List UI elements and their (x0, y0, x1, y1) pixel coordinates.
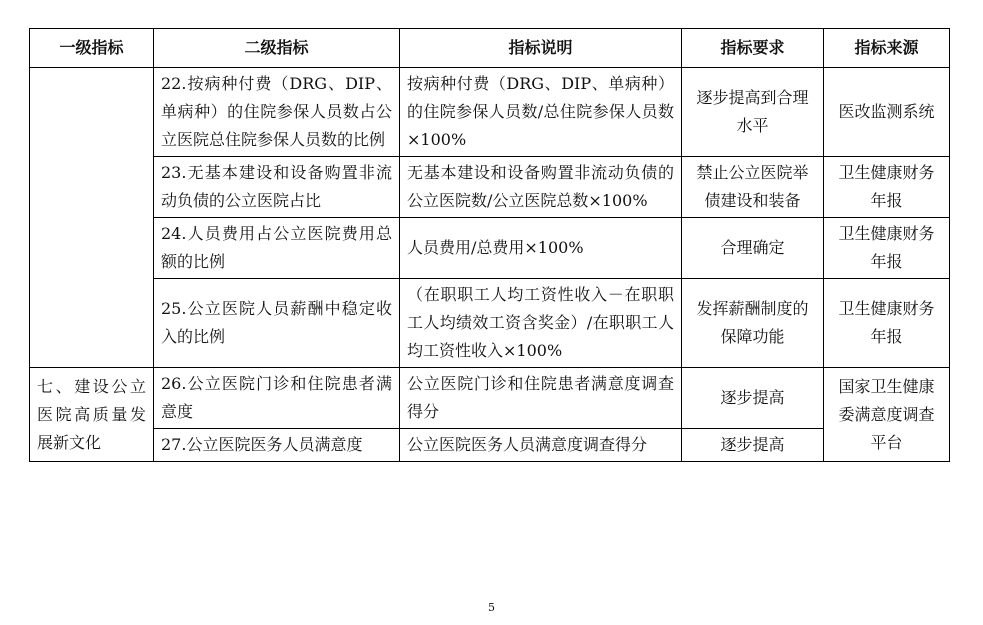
description-cell: （在职职工人均工资性收入－在职职工人均绩效工资含奖金）/在职职工人均工资性收入×100% (400, 279, 682, 368)
header-level2-indicator: 二级指标 (154, 29, 400, 68)
table-row (30, 429, 950, 462)
description-cell: 无基本建设和设备购置非流动负债的公立医院数/公立医院总数×100% (400, 157, 682, 218)
requirement-cell: 逐步提高到合理水平 (682, 68, 824, 157)
table-row (30, 218, 950, 279)
requirement-cell: 逐步提高 (682, 368, 824, 429)
source-cell: 卫生健康财务年报 (824, 279, 950, 368)
header-indicator-source: 指标来源 (824, 29, 950, 68)
table-row (30, 157, 950, 218)
table-row (30, 368, 950, 429)
description-cell: 按病种付费（DRG、DIP、单病种）的住院参保人员数/总住院参保人员数×100% (400, 68, 682, 157)
level2-cell: 22.按病种付费（DRG、DIP、单病种）的住院参保人员数占公立医院总住院参保人员数的比例 (154, 68, 400, 157)
level2-cell: 23.无基本建设和设备购置非流动负债的公立医院占比 (154, 157, 400, 218)
table-header-row (30, 29, 950, 68)
header-level1-indicator: 一级指标 (30, 29, 154, 68)
level1-cell: 七、建设公立医院高质量发展新文化 (30, 368, 154, 462)
header-indicator-description: 指标说明 (400, 29, 682, 68)
source-cell: 卫生健康财务年报 (824, 218, 950, 279)
description-cell: 公立医院医务人员满意度调查得分 (400, 429, 682, 462)
page-number: 5 (488, 601, 495, 614)
table-row (30, 279, 950, 368)
requirement-cell: 合理确定 (682, 218, 824, 279)
level2-cell: 24.人员费用占公立医院费用总额的比例 (154, 218, 400, 279)
source-cell: 卫生健康财务年报 (824, 157, 950, 218)
source-cell: 医改监测系统 (824, 68, 950, 157)
description-cell: 公立医院门诊和住院患者满意度调查得分 (400, 368, 682, 429)
source-cell: 国家卫生健康委满意度调查平台 (824, 368, 950, 462)
requirement-cell: 逐步提高 (682, 429, 824, 462)
table-row (30, 68, 950, 157)
level2-cell: 26.公立医院门诊和住院患者满意度 (154, 368, 400, 429)
header-indicator-requirement: 指标要求 (682, 29, 824, 68)
level1-cell-empty (30, 68, 154, 368)
description-cell: 人员费用/总费用×100% (400, 218, 682, 279)
requirement-cell: 禁止公立医院举债建设和装备 (682, 157, 824, 218)
level2-cell: 27.公立医院医务人员满意度 (154, 429, 400, 462)
requirement-cell: 发挥薪酬制度的保障功能 (682, 279, 824, 368)
indicator-table (29, 28, 950, 462)
level2-cell: 25.公立医院人员薪酬中稳定收入的比例 (154, 279, 400, 368)
